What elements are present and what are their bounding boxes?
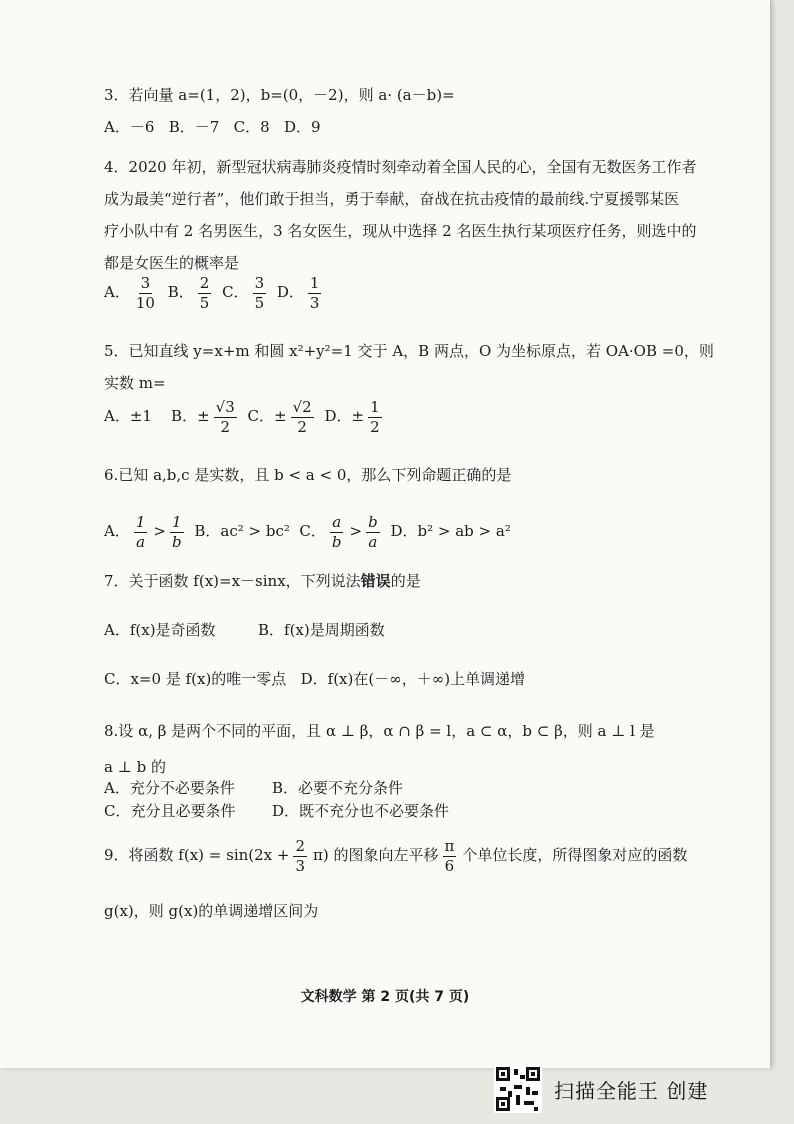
q4-option-b-fraction — [198, 274, 212, 313]
question-9-line-1 — [104, 832, 687, 878]
q6-option-a-left-fraction — [134, 513, 148, 552]
plus-minus-sign: ± — [351, 407, 365, 425]
denominator: 3 — [295, 856, 306, 875]
q9-post: 个单位长度，所得图象对应的函数 — [462, 846, 688, 864]
numerator: 1 — [309, 273, 320, 292]
page-footer: 文科数学 第 2 页(共 7 页) — [300, 989, 470, 1005]
denominator: 2 — [370, 417, 380, 436]
q4-option-c-label: C． — [222, 283, 249, 301]
q7-option-b: B．f(x)是周期函数 — [258, 621, 385, 639]
q5-option-b-fraction — [214, 398, 237, 437]
q4-option-a-label: A． — [104, 283, 130, 301]
question-4-line-1: 4．2020 年初，新型冠状病毒肺炎疫情时刻牵动着全国人民的心，全国有无数医务工作者 — [104, 158, 697, 176]
question-6-stem: 6.已知 a,b,c 是实数，且 b < a < 0，那么下列命题正确的是 — [104, 466, 512, 484]
question-6-options — [104, 508, 511, 554]
numerator: 3 — [140, 273, 151, 292]
q4-option-d-fraction — [308, 274, 322, 313]
denominator: 6 — [444, 856, 455, 875]
q7-stem-pre: 7．关于函数 f(x)=x－sinx，下列说法 — [104, 572, 361, 590]
q6-option-c-right-fraction — [366, 513, 380, 552]
q5-option-b-label: B． — [171, 407, 198, 425]
question-8-line-1: 8.设 α, β 是两个不同的平面，且 α ⊥ β，α ∩ β = l，a ⊂ α，b ⊂ β，则 a ⊥ l 是 — [104, 722, 655, 740]
question-7-stem — [104, 570, 421, 592]
q6-option-c-left-fraction — [330, 513, 344, 552]
question-4-line-3: 疗小队中有 2 名男医生，3 名女医生，现从中选择 2 名医生执行某项医疗任务，则选中的 — [104, 222, 697, 240]
q5-option-a-label: A． — [104, 407, 130, 425]
q5-option-d-fraction — [368, 398, 382, 437]
q5-option-d-label: D． — [324, 407, 352, 425]
question-4-line-2: 成为最美“逆行者”，他们敢于担当，勇于奉献，奋战在抗击疫情的最前线.宁夏援鄂某医 — [104, 190, 680, 208]
greater-than-sign: > — [153, 522, 166, 540]
q4-option-a-fraction — [134, 274, 157, 313]
numerator: √2 — [292, 397, 312, 416]
numerator: 1 — [135, 512, 146, 531]
denominator: 5 — [199, 293, 210, 312]
numerator: 2 — [295, 836, 306, 855]
q9-pre: 9．将函数 f(x) = sin(2x + — [104, 846, 290, 864]
q3-option-a: A．－6 — [104, 118, 155, 136]
scanner-brand-text: 扫描全能王 创建 — [554, 1078, 709, 1103]
q9-phase-fraction — [293, 837, 307, 876]
numerator: 1 — [370, 397, 380, 416]
numerator: π — [444, 836, 455, 855]
denominator: b — [331, 532, 342, 551]
plus-minus-sign: ± — [197, 407, 210, 425]
scanner-watermark — [494, 1064, 708, 1114]
q3-option-d: D．9 — [283, 118, 321, 136]
numerator: 2 — [199, 273, 210, 292]
q7-option-a: A．f(x)是奇函数 — [104, 621, 216, 639]
q6-option-a-label: A． — [104, 522, 130, 540]
denominator: b — [171, 532, 182, 551]
q6-option-c-label: C． — [299, 522, 326, 540]
numerator: a — [332, 512, 342, 531]
q4-option-d-label: D． — [276, 283, 304, 301]
question-3-options — [104, 116, 321, 138]
denominator: 5 — [254, 293, 265, 312]
q6-option-b: B．ac² > bc² — [194, 522, 290, 540]
question-8-line-2: a ⊥ b 的 — [104, 758, 166, 776]
question-4-options — [104, 270, 327, 314]
numerator: 3 — [254, 273, 265, 292]
q5-option-c-fraction — [291, 398, 314, 437]
q4-option-c-fraction — [253, 274, 267, 313]
denominator: a — [368, 532, 378, 551]
denominator: 2 — [297, 417, 307, 436]
q8-option-b: B．必要不充分条件 — [272, 779, 404, 797]
q9-mid: π) 的图象向左平移 — [313, 846, 439, 864]
denominator: 3 — [309, 293, 320, 312]
q5-option-a-value: ±1 — [129, 407, 152, 425]
q3-option-b: B．－7 — [168, 118, 220, 136]
denominator: a — [136, 532, 146, 551]
numerator: √3 — [215, 397, 235, 416]
q8-option-c: C．充分且必要条件 — [104, 802, 236, 820]
plus-minus-sign: ± — [274, 407, 287, 425]
q7-stem-post: 的是 — [390, 572, 421, 590]
question-3-stem: 3．若向量 a=(1，2)，b=(0，－2)，则 a· (a－b)= — [104, 86, 455, 104]
question-9-line-2: g(x)，则 g(x)的单调递增区间为 — [104, 902, 319, 920]
qr-code-icon — [494, 1065, 542, 1113]
q7-option-c: C．x=0 是 f(x)的唯一零点 — [104, 670, 287, 688]
q3-option-c: C．8 — [233, 118, 270, 136]
denominator: 10 — [135, 293, 155, 312]
q5-option-c-label: C． — [247, 407, 275, 425]
greater-than-sign: > — [349, 522, 363, 540]
question-5-line-1: 5．已知直线 y=x+m 和圆 x²+y²=1 交于 A，B 两点，O 为坐标原点，若 OA·OB =0，则 — [104, 342, 714, 360]
numerator: 1 — [172, 512, 182, 531]
q8-option-a: A．充分不必要条件 — [104, 779, 235, 797]
q6-option-a-right-fraction — [170, 513, 184, 552]
q4-option-b-label: B． — [167, 283, 194, 301]
q8-option-d: D．既不充分也不必要条件 — [272, 802, 450, 820]
numerator: b — [368, 512, 378, 531]
q6-option-d: D．b² > ab > a² — [390, 522, 511, 540]
q7-option-c-d — [104, 668, 525, 690]
q9-shift-fraction — [443, 837, 457, 876]
question-4-line-4: 都是女医生的概率是 — [104, 254, 240, 272]
question-5-options — [104, 394, 388, 438]
question-5-line-2: 实数 m= — [104, 374, 166, 392]
q7-option-d: D．f(x)在(－∞，＋∞)上单调递增 — [300, 670, 526, 688]
q7-stem-emphasis: 错误 — [360, 572, 391, 590]
denominator: 2 — [220, 417, 230, 436]
